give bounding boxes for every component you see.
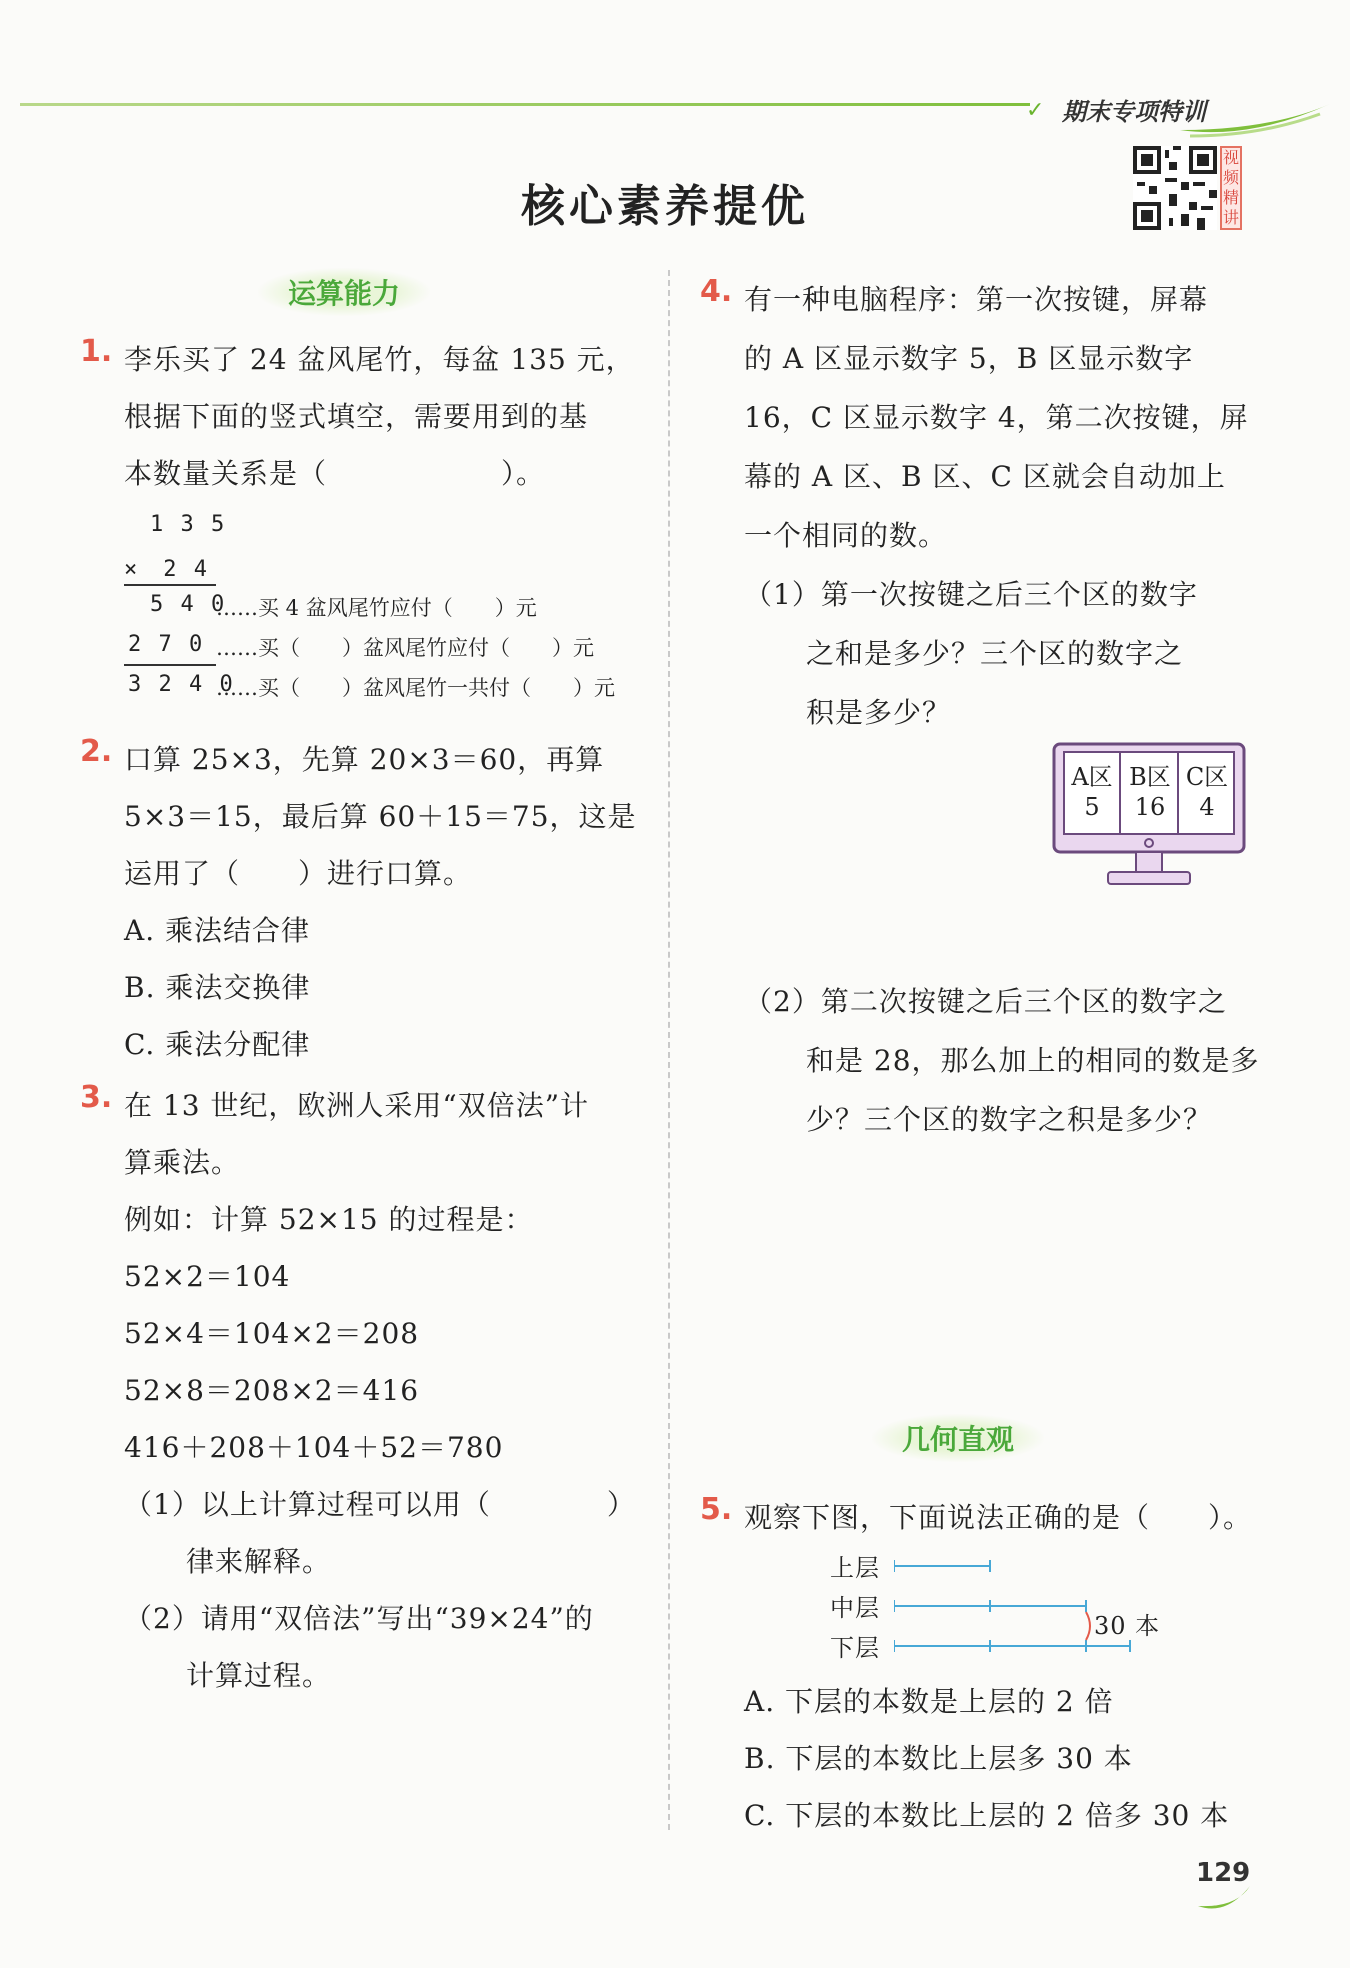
question-3-number: 3. [80, 1080, 113, 1115]
q3-sub2-line: （2）请用“双倍法”写出“39×24”的 [124, 1602, 594, 1635]
column-divider [668, 270, 670, 1830]
screen-c-label: C区 [1185, 763, 1229, 791]
q4-sub1-line: 积是多少？ [806, 696, 952, 729]
q2-option-c[interactable]: C. 乘法分配律 [124, 1028, 311, 1061]
diagram-label-middle: 中层 [830, 1594, 880, 1622]
q2-line: 5×3＝15，最后算 60＋15＝75，这是 [124, 800, 637, 833]
diagram-label-top: 上层 [830, 1554, 880, 1582]
q2-line: 运用了（ ）进行口算。 [124, 857, 473, 890]
diagram-extra-label: 30 本 [1094, 1612, 1161, 1640]
q1-rule [124, 584, 216, 586]
q5-stem: 观察下图，下面说法正确的是（ ）。 [744, 1501, 1253, 1534]
q5-option-a[interactable]: A. 下层的本数是上层的 2 倍 [744, 1685, 1114, 1718]
page-number: 129 [1196, 1858, 1251, 1888]
q2-line: 口算 25×3，先算 20×3＝60，再算 [124, 743, 605, 776]
section-geometry: 几何直观 [872, 1414, 1044, 1462]
q4-sub2-line: （2）第二次按键之后三个区的数字之 [744, 985, 1227, 1018]
q1-partial-2-note: ……买（ ）盆风尾竹应付（ ）元 [216, 636, 594, 660]
q1-line: 李乐买了 24 盆风尾竹，每盆 135 元， [124, 343, 635, 376]
q1-partial-2: 2 7 0 [128, 632, 205, 657]
question-1-number: 1. [80, 334, 113, 369]
q4-line: 有一种电脑程序：第一次按键，屏幕 [744, 283, 1209, 316]
q1-multiplier: × 2 4 [124, 557, 209, 582]
q1-multiplicand: 1 3 5 [150, 512, 227, 537]
q3-calc-line: 416＋208＋104＋52＝780 [124, 1431, 504, 1464]
q5-option-b[interactable]: B. 下层的本数比上层多 30 本 [744, 1742, 1133, 1775]
q3-line: 算乘法。 [124, 1146, 241, 1179]
section-computation: 运算能力 [258, 268, 430, 316]
question-5-number: 5. [700, 1492, 733, 1527]
q3-calc-line: 52×4＝104×2＝208 [124, 1317, 420, 1350]
question-4-number: 4. [700, 274, 733, 309]
video-lesson-label: 视频精讲 [1220, 146, 1242, 230]
q4-sub1-line: 之和是多少？三个区的数字之 [806, 637, 1184, 670]
q4-line: 一个相同的数。 [744, 519, 948, 552]
q5-option-c[interactable]: C. 下层的本数比上层的 2 倍多 30 本 [744, 1799, 1230, 1832]
q1-partial-1-note: ……买 4 盆风尾竹应付（ ）元 [216, 596, 537, 620]
check-icon: ✓ [1026, 98, 1045, 123]
header-label: 期末专项特训 [1062, 98, 1206, 126]
screen-b-value: 16 [1134, 793, 1166, 821]
screen-a-label: A区 [1071, 763, 1113, 791]
qr-code-icon[interactable] [1133, 146, 1217, 230]
q3-calc-line: 52×2＝104 [124, 1260, 291, 1293]
q3-line: 例如：计算 52×15 的过程是： [124, 1203, 534, 1236]
page-title: 核心素养提优 [521, 181, 809, 232]
q4-line: 16，C 区显示数字 4，第二次按键，屏 [744, 401, 1249, 434]
q4-line: 幕的 A 区、B 区、C 区就会自动加上 [744, 460, 1226, 493]
q3-sub2-line: 计算过程。 [186, 1659, 332, 1692]
q3-calc-line: 52×8＝208×2＝416 [124, 1374, 420, 1407]
q2-option-a[interactable]: A. 乘法结合律 [124, 914, 311, 947]
screen-b-label: B区 [1129, 763, 1171, 791]
q5-bar-diagram [830, 1548, 1161, 1668]
q1-rule [124, 664, 216, 666]
q3-sub1-line: （1）以上计算过程可以用（ ） [124, 1488, 636, 1521]
q4-sub2-line: 和是 28，那么加上的相同的数是多 [806, 1044, 1260, 1077]
q3-line: 在 13 世纪，欧洲人采用“双倍法”计 [124, 1089, 590, 1122]
question-2-number: 2. [80, 734, 113, 769]
q4-sub2-line: 少？三个区的数字之积是多少？ [806, 1103, 1213, 1136]
q1-line: 根据下面的竖式填空，需要用到的基 [124, 400, 589, 433]
leaf-swoosh-icon [1180, 100, 1330, 140]
q1-product: 3 2 4 0 [128, 672, 235, 697]
leaf-icon [1196, 1880, 1252, 1914]
q4-line: 的 A 区显示数字 5，B 区显示数字 [744, 342, 1194, 375]
diagram-label-bottom: 下层 [830, 1634, 880, 1662]
screen-a-value: 5 [1084, 793, 1100, 821]
header-rule [20, 103, 1030, 106]
q1-line: 本数量关系是（ ）。 [124, 457, 546, 490]
screen-c-value: 4 [1199, 793, 1215, 821]
q3-sub1-line: 律来解释。 [186, 1545, 332, 1578]
q4-sub1-line: （1）第一次按键之后三个区的数字 [744, 578, 1198, 611]
computer-monitor [1052, 742, 1246, 892]
q2-option-b[interactable]: B. 乘法交换律 [124, 971, 311, 1004]
q1-product-note: ……买（ ）盆风尾竹一共付（ ）元 [216, 676, 615, 700]
q1-partial-1: 5 4 0 [150, 592, 227, 617]
